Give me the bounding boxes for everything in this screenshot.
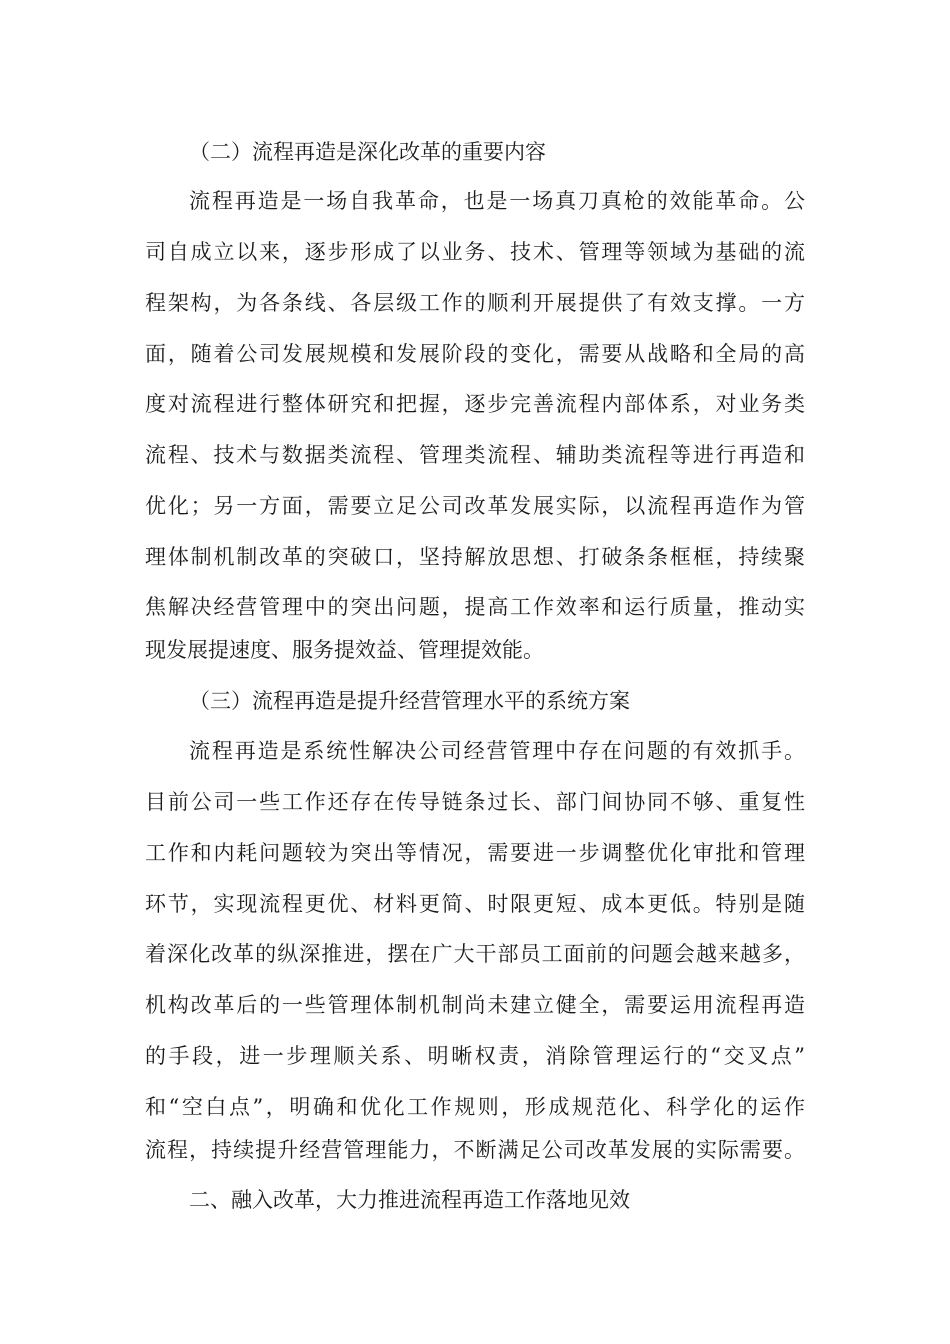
paragraph-line: 焦解决经营管理中的突出问题，提高工作效率和运行质量，推动实	[145, 595, 805, 619]
paragraph-line: 着深化改革的纵深推进，摆在广大干部员工面前的问题会越来越多，	[145, 942, 805, 966]
paragraph-line: 机构改革后的一些管理体制机制尚未建立健全，需要运用流程再造	[145, 993, 805, 1017]
paragraph-line: 优化；另一方面，需要立足公司改革发展实际，以流程再造作为管	[145, 494, 805, 518]
paragraph-line: 程架构，为各条线、各层级工作的顺利开展提供了有效支撑。一方	[145, 291, 805, 315]
section-heading-2: （二）流程再造是深化改革的重要内容	[189, 140, 546, 164]
paragraph-line: 理体制机制改革的突破口，坚持解放思想、打破条条框框，持续聚	[145, 545, 805, 569]
paragraph-line: 的手段，进一步理顺关系、明晰权责，消除管理运行的“交叉点”	[145, 1044, 805, 1068]
paragraph-line: 度对流程进行整体研究和把握，逐步完善流程内部体系，对业务类	[145, 392, 805, 416]
paragraph-line: 面，随着公司发展规模和发展阶段的变化，需要从战略和全局的高	[145, 342, 805, 366]
paragraph-line: 流程再造是一场自我革命，也是一场真刀真枪的效能革命。公	[189, 189, 805, 213]
paragraph-line: 目前公司一些工作还存在传导链条过长、部门间协同不够、重复性	[145, 790, 805, 814]
paragraph-line: 环节，实现流程更优、材料更简、时限更短、成本更低。特别是随	[145, 892, 805, 916]
paragraph-line: 流程，持续提升经营管理能力，不断满足公司改革发展的实际需要。	[145, 1138, 805, 1162]
paragraph-line: 流程再造是系统性解决公司经营管理中存在问题的有效抓手。	[189, 739, 805, 763]
paragraph-line: 现发展提速度、服务提效益、管理提效能。	[145, 638, 544, 662]
paragraph-line: 和“空白点”，明确和优化工作规则，形成规范化、科学化的运作	[145, 1095, 805, 1119]
section-heading-3: （三）流程再造是提升经营管理水平的系统方案	[189, 689, 630, 713]
paragraph-line: 司自成立以来，逐步形成了以业务、技术、管理等领域为基础的流	[145, 240, 805, 264]
chapter-heading: 二、融入改革，大力推进流程再造工作落地见效	[189, 1188, 630, 1212]
paragraph-line: 流程、技术与数据类流程、管理类流程、辅助类流程等进行再造和	[145, 443, 805, 467]
paragraph-line: 工作和内耗问题较为突出等情况，需要进一步调整优化审批和管理	[145, 841, 805, 865]
